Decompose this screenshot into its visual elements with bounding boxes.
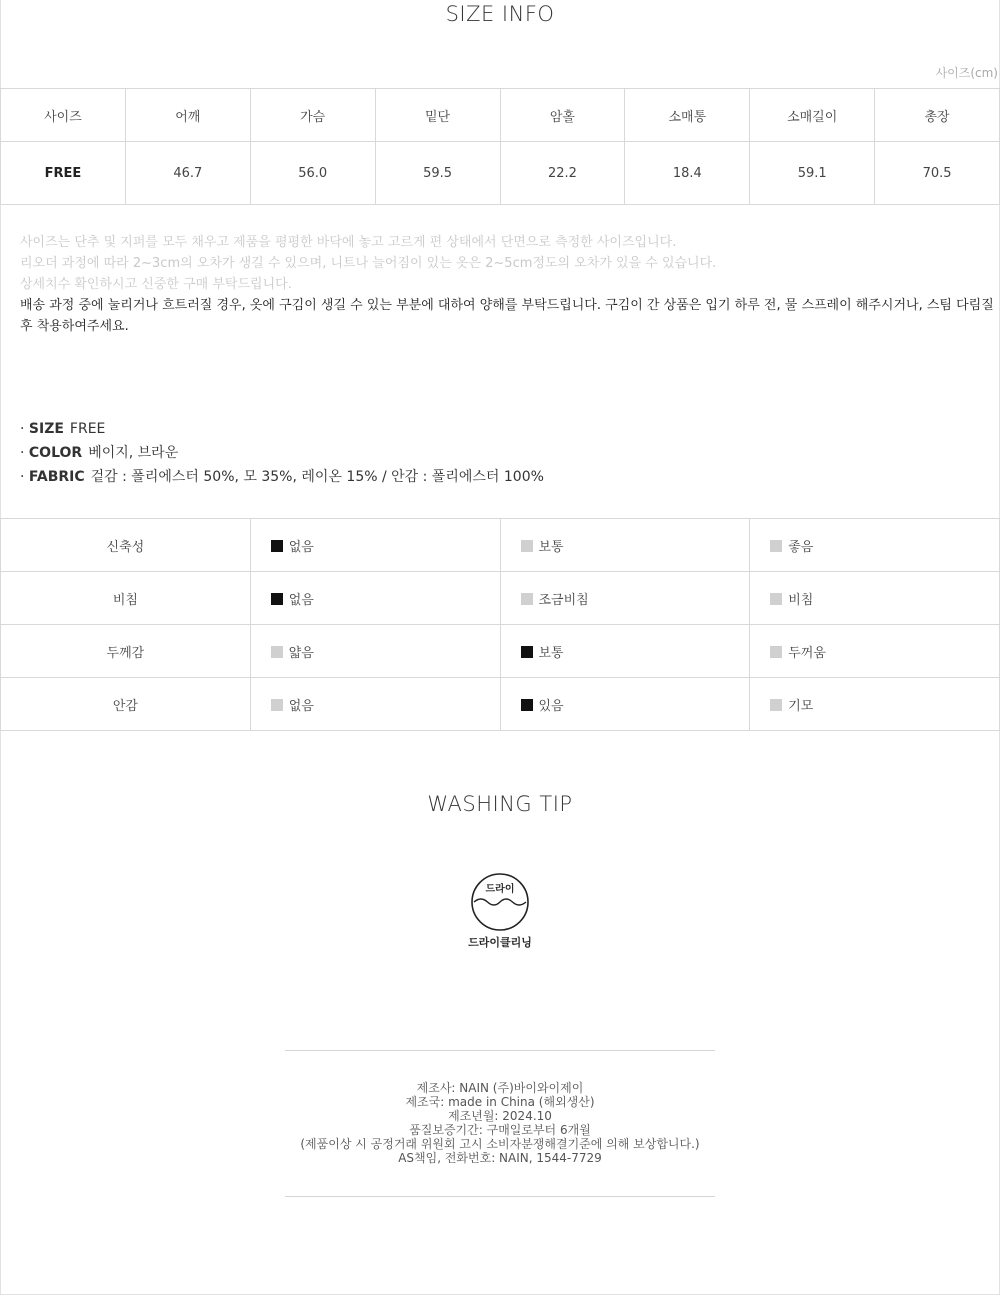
size-header-cell: 암홀	[500, 89, 625, 142]
size-info-title: SIZE INFO	[445, 2, 555, 26]
check-square-icon	[271, 646, 283, 658]
size-table-row	[1, 142, 1000, 205]
size-header-cell: 사이즈	[1, 89, 126, 142]
info-line: 제조년월: 2024.10	[448, 1109, 552, 1123]
fit-option-label: 비침	[788, 592, 814, 608]
fit-option	[750, 572, 1000, 625]
fit-option-label: 보통	[538, 645, 564, 661]
size-cell: 18.4	[625, 142, 750, 205]
info-line: 품질보증기간: 구매일로부터 6개월	[409, 1123, 591, 1137]
fit-option	[500, 519, 750, 572]
fit-row-sheerness	[1, 572, 1000, 625]
washing-label: 드라이클리닝	[468, 936, 532, 949]
info-line: 제조사: NAIN (주)바이와이제이	[416, 1081, 584, 1095]
washing-tip-title: WASHING TIP	[427, 792, 573, 816]
fit-option-label: 두꺼움	[788, 645, 826, 661]
fit-option	[750, 625, 1000, 678]
product-specs	[20, 417, 544, 489]
check-square-icon	[521, 699, 533, 711]
check-square-icon	[770, 646, 782, 658]
size-header-cell: 어깨	[125, 89, 250, 142]
fit-label: 두께감	[1, 625, 251, 678]
note-line: 상세치수 확인하시고 신중한 구매 부탁드립니다.	[20, 277, 292, 292]
spec-value: 베이지, 브라운	[88, 445, 179, 461]
fit-option-label: 보통	[538, 539, 564, 555]
size-cell: 70.5	[875, 142, 1000, 205]
spec-key: SIZE	[28, 421, 64, 437]
note-line: 리오더 과정에 따라 2~3cm의 오차가 생길 수 있으며, 니트나 늘어짐이 있는 옷은 2~5cm정도의 오차가 있을 수 있습니다.	[20, 256, 717, 271]
dry-clean-icon-text: 드라이	[485, 884, 515, 895]
size-header-cell: 밑단	[375, 89, 500, 142]
fit-option	[750, 519, 1000, 572]
check-square-icon	[521, 646, 533, 658]
size-notes	[20, 232, 995, 337]
fit-option-label: 좋음	[788, 539, 814, 555]
check-square-icon	[271, 593, 283, 605]
fit-row-lining	[1, 678, 1000, 731]
check-square-icon	[770, 540, 782, 552]
size-cell: 59.1	[750, 142, 875, 205]
product-info-box	[285, 1050, 715, 1197]
fit-option-label: 없음	[288, 698, 314, 714]
check-square-icon	[770, 593, 782, 605]
size-cell: FREE	[1, 142, 126, 205]
size-header-cell: 총장	[875, 89, 1000, 142]
fit-option	[250, 572, 500, 625]
spec-value: 겉감 : 폴리에스터 50%, 모 35%, 레이온 15% / 안감 : 폴리에스터 100%	[90, 469, 544, 485]
spec-key: COLOR	[28, 445, 83, 461]
spec-fabric: · FABRIC 겉감 : 폴리에스터 50%, 모 35%, 레이온 15% / 안감 : 폴리에스터 100%	[20, 469, 544, 485]
spec-color: · COLOR 베이지, 브라운	[20, 445, 179, 461]
spec-value: FREE	[69, 421, 106, 437]
fit-option-label: 있음	[538, 698, 564, 714]
fit-option-label: 기모	[788, 698, 814, 714]
check-square-icon	[521, 540, 533, 552]
spec-key: FABRIC	[28, 469, 85, 485]
fit-option	[500, 625, 750, 678]
check-square-icon	[271, 699, 283, 711]
fit-option-label: 조금비침	[538, 592, 589, 608]
fit-option	[250, 625, 500, 678]
fit-label: 안감	[1, 678, 251, 731]
fit-option	[500, 678, 750, 731]
fit-option-label: 없음	[288, 539, 314, 555]
fit-option	[750, 678, 1000, 731]
size-table	[0, 88, 1000, 205]
size-table-header-row	[1, 89, 1000, 142]
info-line: (제품이상 시 공정거래 위원회 고시 소비자분쟁해결기준에 의해 보상합니다.)	[300, 1137, 700, 1151]
fit-row-thickness	[1, 625, 1000, 678]
spec-size: · SIZE FREE	[20, 421, 106, 437]
fit-option	[250, 519, 500, 572]
shipping-note: 배송 과정 중에 눌리거나 흐트러질 경우, 옷에 구김이 생길 수 있는 부분에 대하여 양해를 부탁드립니다. 구김이 간 상품은 입기 하루 전, 물 스프레이 해주시거나, 스팀 다림질 후 착용하여주세요.	[20, 298, 994, 334]
unit-note: 사이즈(cm)	[935, 66, 998, 80]
size-cell: 46.7	[125, 142, 250, 205]
product-info-lines	[285, 1081, 715, 1165]
fit-table	[0, 518, 1000, 731]
info-line: 제조국: made in China (해외생산)	[405, 1095, 595, 1109]
size-header-cell: 소매통	[625, 89, 750, 142]
size-cell: 56.0	[250, 142, 375, 205]
check-square-icon	[521, 593, 533, 605]
fit-label: 비침	[1, 572, 251, 625]
size-cell: 59.5	[375, 142, 500, 205]
size-header-cell: 가슴	[250, 89, 375, 142]
info-line: AS책임, 전화번호: NAIN, 1544-7729	[398, 1151, 602, 1165]
fit-label: 신축성	[1, 519, 251, 572]
fit-option	[500, 572, 750, 625]
fit-option-label: 얇음	[288, 645, 314, 661]
fit-row-stretch	[1, 519, 1000, 572]
dry-clean-icon	[470, 872, 530, 932]
note-line: 사이즈는 단추 및 지퍼를 모두 채우고 제품을 평평한 바닥에 놓고 고르게 편 상태에서 단면으로 측정한 사이즈입니다.	[20, 235, 677, 250]
size-header-cell: 소매길이	[750, 89, 875, 142]
fit-option-label: 없음	[288, 592, 314, 608]
size-cell: 22.2	[500, 142, 625, 205]
check-square-icon	[770, 699, 782, 711]
check-square-icon	[271, 540, 283, 552]
fit-option	[250, 678, 500, 731]
